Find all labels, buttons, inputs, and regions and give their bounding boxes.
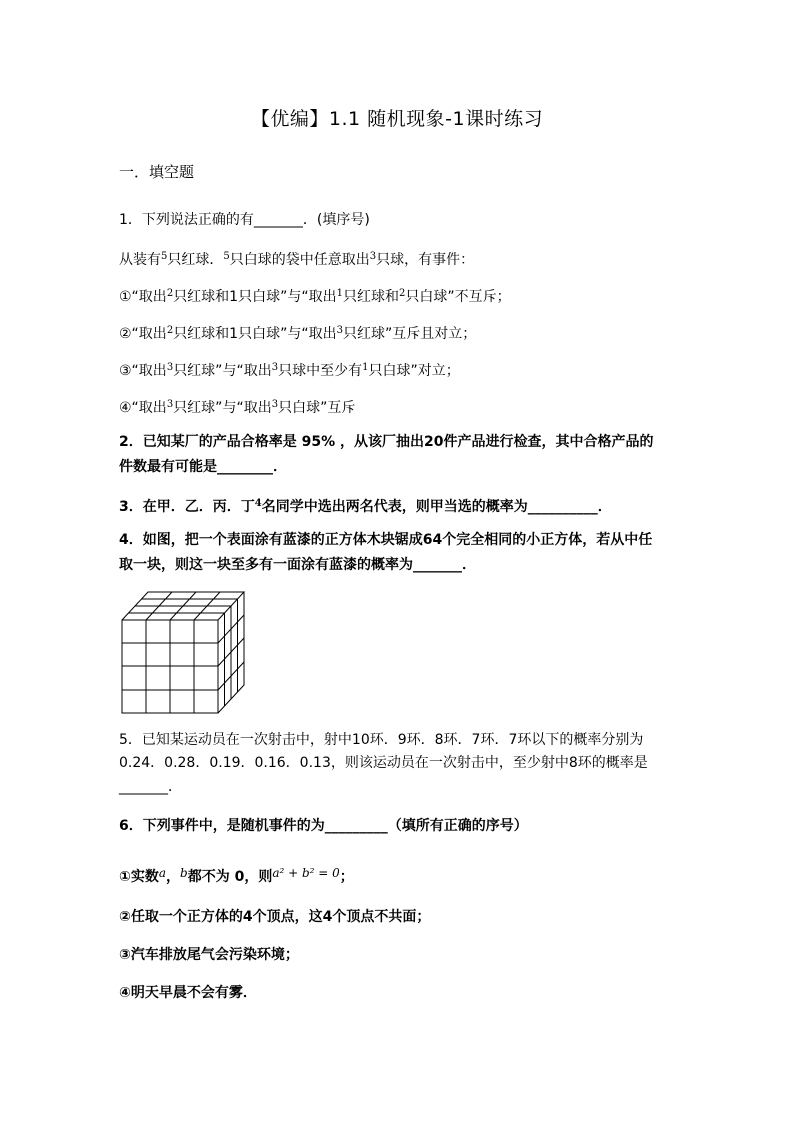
question-4-line-2: 取一块，则这一块至多有一面涂有蓝漆的概率为_______． <box>119 557 476 573</box>
question-5-line-3: _______． <box>119 779 182 795</box>
question-4-line-1: 4．如图，把一个表面涂有蓝漆的正方体木块锯成64个完全相同的小正方体，若从中任 <box>119 532 653 548</box>
question-2-line-2: 件数最有可能是________． <box>119 459 287 475</box>
section-heading: 一．填空题 <box>119 163 195 181</box>
question-2-line-1: 2．已知某厂的产品合格率是 95% ，从该厂抽出20件产品进行检查，其中合格产品的 <box>119 434 654 450</box>
cube-figure <box>120 590 250 715</box>
question-1-stem: 1．下列说法正确的有_______．(填序号) <box>119 212 370 228</box>
question-6-option-4: ④明天早晨不会有雾． <box>119 985 257 1001</box>
question-1-option-1: ①“取出$^2$只红球和1只白球”与“取出$^1$只红球和$^2$只白球”不互斥； <box>119 288 511 305</box>
question-6-stem: 6．下列事件中，是随机事件的为_________（填所有正确的序号） <box>119 818 528 834</box>
question-1-option-2: ②“取出$^2$只红球和1只白球”与“取出$^3$只红球”互斥且对立； <box>119 325 477 342</box>
question-1-intro: 从装有$^5$只红球．$^5$只白球的袋中任意取出$^3$只球，有事件： <box>119 251 475 268</box>
question-1-option-4: ④“取出$^3$只红球”与“取出$^3$只白球”互斥 <box>119 399 356 416</box>
question-6-option-2: ②任取一个正方体的4个顶点，这4个顶点不共面； <box>119 909 431 925</box>
page-title: 【优编】1.1 随机现象-1课时练习 <box>250 108 544 130</box>
question-6-option-1: ①实数a，b都不为 0，则a² + b² = 0； <box>119 866 354 885</box>
question-6-option-3: ③汽车排放尾气会污染环境； <box>119 947 299 963</box>
question-1-option-3: ③“取出$^3$只红球”与“取出$^3$只球中至少有$^1$只白球”对立； <box>119 362 460 379</box>
question-3: 3．在甲．乙．丙．丁$^4$名同学中选出两名代表，则甲当选的概率为__________． <box>119 498 612 515</box>
question-5-line-2: 0.24．0.28．0.19．0.16．0.13，则该运动员在一次射击中，至少射中8环的概率是 <box>119 755 648 771</box>
question-5-line-1: 5．已知某运动员在一次射击中，射中10环．9环．8环．7环．7环以下的概率分别为 <box>119 732 644 748</box>
